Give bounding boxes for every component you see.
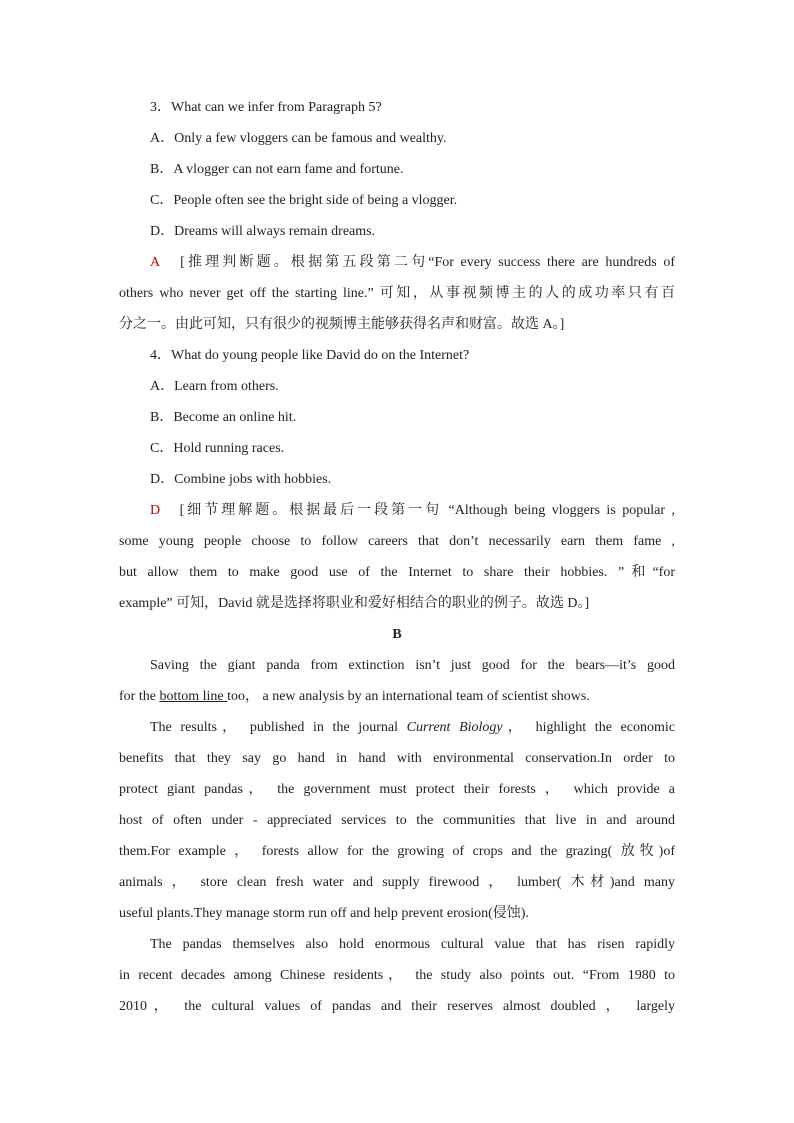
passage-p3-line-3: 2010， the cultural values of pandas and their reserves almost doubled ， largely <box>119 999 675 1014</box>
section-heading: B <box>392 627 402 642</box>
document-page <box>119 92 675 1022</box>
passage-p3-line-2: in recent decades among Chinese residents， the study also points out. “From 1980 to <box>119 968 675 983</box>
q4-stem: 4．What do young people like David do on the Internet? <box>150 348 470 363</box>
q4-explanation-line-1: D [细节理解题。根据最后一段第一句 “Although being vloggers is popular , <box>150 503 676 518</box>
passage-p2-line-3: protect giant pandas， the government must protect their forests ， which provide a <box>119 782 675 797</box>
q4-option-b: B．Become an online hit. <box>150 410 297 425</box>
passage-p2-line-4: host of often under - appreciated services to the communities that live in and around <box>119 813 675 828</box>
journal-name: Current Biology <box>406 720 503 735</box>
q4-answer: D <box>150 503 161 518</box>
passage-p3-line-1: The pandas themselves also hold enormous cultural value that has risen rapidly <box>150 937 675 952</box>
passage-p1-line-1: Saving the giant panda from extinction isn’t just good for the bears—it’s good <box>150 658 675 673</box>
passage-p2-line-6: animals ， store clean fresh water and supply firewood ， lumber( 木材)and many <box>119 875 675 890</box>
q4-option-a: A．Learn from others. <box>150 379 279 394</box>
q4-explanation-line-2: some young people choose to follow careers that don’t necessarily earn them fame , <box>119 534 675 549</box>
passage-p2-line-5: them.For example ， forests allow for the growing of crops and the grazing( 放牧)of <box>119 844 675 859</box>
q4-explanation-line-3: but allow them to make good use of the Internet to share their hobbies. ”和“for <box>119 565 675 580</box>
q4-option-c: C．Hold running races. <box>150 441 285 456</box>
q3-option-b: B．A vlogger can not earn fame and fortune. <box>150 162 404 177</box>
q3-explanation-line-1: A [推理判断题。根据第五段第二句“For every success there are hundreds of <box>150 255 675 270</box>
q3-option-d: D．Dreams will always remain dreams. <box>150 224 376 239</box>
q4-option-d: D．Combine jobs with hobbies. <box>150 472 332 487</box>
q3-explanation-line-2: others who never get off the starting line.” 可知，从事视频博主的人的成功率只有百 <box>119 286 675 301</box>
passage-p2-line-2: benefits that they say go hand in hand with environmental conservation.In order to <box>119 751 675 766</box>
passage-p2-line-7: useful plants.They manage storm run off and help prevent erosion(侵蚀). <box>119 906 529 921</box>
underlined-phrase: bottom line <box>159 689 228 704</box>
q3-answer: A <box>150 255 161 270</box>
q3-option-c: C．People often see the bright side of being a vlogger. <box>150 193 458 208</box>
passage-p2-line-1: The results， published in the journal Current Biology， highlight the economic <box>150 720 675 735</box>
q4-explanation-line-4: example” 可知，David 就是选择将职业和爱好相结合的职业的例子。故选 D。] <box>119 596 590 611</box>
q3-explanation-line-3: 分之一。由此可知，只有很少的视频博主能够获得名声和财富。故选 A。] <box>119 317 565 332</box>
passage-p1-line-2: for the bottom line too， a new analysis by an international team of scientist shows. <box>119 689 590 704</box>
q3-stem: 3．What can we infer from Paragraph 5? <box>150 100 382 115</box>
q3-option-a: A．Only a few vloggers can be famous and wealthy. <box>150 131 447 146</box>
